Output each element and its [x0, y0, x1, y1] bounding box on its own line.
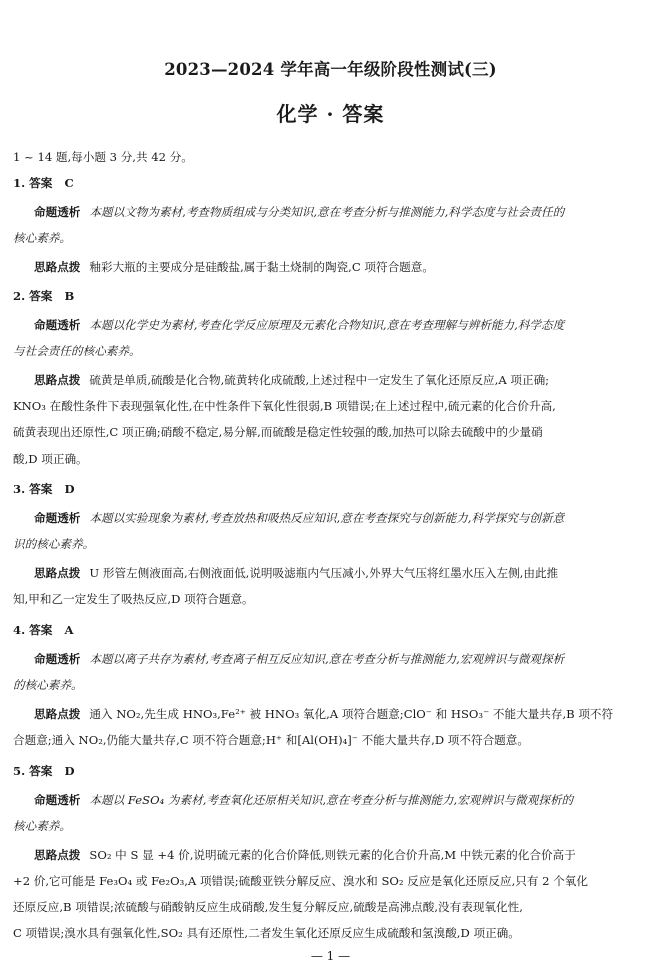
analysis-text: 与社会责任的核心素养。: [13, 344, 141, 358]
question-5-hint-line: [34, 847, 648, 863]
question-1-header: [13, 175, 649, 191]
question-number: 1.: [13, 176, 26, 190]
hint-text: U 形管左侧液面高,右侧液面低,说明吸滤瓶内气压减小,外界大气压将红墨水压入左侧,由此推: [89, 566, 559, 580]
question-2-analysis-line: [13, 343, 649, 359]
question-2-hint-line: [34, 372, 648, 388]
analysis-text: 本题以 FeSO₄ 为素材,考查氧化还原相关知识,意在考查分析与推测能力,宏观辨识与微观探析的: [89, 793, 574, 807]
hint-label: 思路点拨: [34, 848, 81, 862]
intro-text: 1 ~ 14 题,每小题 3 分,共 42 分。: [13, 150, 193, 164]
question-number: 4.: [13, 623, 26, 637]
answer-label: 答案: [29, 176, 53, 190]
question-5-hint-line: [13, 925, 649, 941]
hint-label: 思路点拨: [34, 566, 81, 580]
hint-text: 酸,D 项正确。: [13, 452, 88, 466]
question-4-header: [13, 622, 649, 638]
analysis-label: 命题透析: [34, 205, 81, 219]
hint-text: 合题意;通入 NO₂,仍能大量共存,C 项不符合题意;H⁺ 和[Al(OH)₄]⁻ 不能大量共存,D 项不符合题意。: [13, 733, 529, 747]
hint-text: 还原反应,B 项错误;浓硫酸与硝酸钠反应生成硝酸,发生复分解反应,硫酸是高沸点酸,没有表现氧化性,: [13, 900, 523, 914]
question-4-analysis-line: [13, 677, 649, 693]
question-5-analysis-line: [13, 818, 649, 834]
analysis-text: 本题以文物为素材,考查物质组成与分类知识,意在考查分析与推测能力,科学态度与社会责任的: [89, 205, 565, 219]
hint-text: 通入 NO₂,先生成 HNO₃,Fe²⁺ 被 HNO₃ 氧化,A 项符合题意;ClO⁻ 和 HSO₃⁻ 不能大量共存,B 项不符: [89, 707, 614, 721]
analysis-text: 识的核心素养。: [13, 537, 95, 551]
question-3-analysis-line: [34, 510, 648, 526]
analysis-text: 本题以实验现象为素材,考查放热和吸热反应知识,意在考查探究与创新能力,科学探究与创新意: [89, 511, 565, 525]
analysis-label: 命题透析: [34, 793, 81, 807]
hint-label: 思路点拨: [34, 707, 81, 721]
question-1-analysis-line: [13, 230, 649, 246]
page-subtitle: 化学 · 答案: [276, 102, 385, 126]
question-2-analysis-line: [34, 317, 648, 333]
analysis-label: 命题透析: [34, 318, 81, 332]
answer-value: D: [64, 764, 75, 778]
question-4-hint-line: [13, 732, 649, 748]
hint-text: 知,甲和乙一定发生了吸热反应,D 项符合题意。: [13, 592, 254, 606]
question-5-hint-line: [13, 873, 649, 889]
hint-text: 硫黄是单质,硫酸是化合物,硫黄转化成硫酸,上述过程中一定发生了氧化还原反应,A 项正确;: [89, 373, 550, 387]
question-number: 2.: [13, 289, 26, 303]
analysis-label: 命题透析: [34, 511, 81, 525]
question-5-header: [13, 763, 649, 779]
answer-value: C: [64, 176, 74, 190]
analysis-text: 的核心素养。: [13, 678, 83, 692]
question-number: 3.: [13, 482, 26, 496]
answer-value: D: [64, 482, 75, 496]
question-3-analysis-line: [13, 536, 649, 552]
page-number: — 1 —: [310, 949, 351, 963]
question-4-analysis-line: [34, 651, 648, 667]
hint-text: +2 价,它可能是 Fe₃O₄ 或 Fe₂O₃,A 项错误;硫酸亚铁分解反应、溴水和 SO₂ 反应是氧化还原反应,只有 2 个氧化: [13, 874, 588, 888]
question-2-hint-line: [13, 398, 649, 414]
analysis-text: 本题以离子共存为素材,考查离子相互反应知识,意在考查分析与推测能力,宏观辨识与微观探析: [89, 652, 565, 666]
answer-value: B: [64, 289, 75, 303]
question-3-hint-line: [13, 591, 649, 607]
hint-label: 思路点拨: [34, 373, 81, 387]
exam-title: 2023—2024 学年高一年级阶段性测试(三): [164, 60, 497, 79]
analysis-text: 核心素养。: [13, 819, 71, 833]
question-1-hint-line: [34, 259, 648, 275]
hint-text: C 项错误;溴水具有强氧化性,SO₂ 具有还原性,二者发生氧化还原反应生成硫酸和氢溴酸,D 项正确。: [13, 926, 520, 940]
question-3-header: [13, 481, 649, 497]
analysis-label: 命题透析: [34, 652, 81, 666]
hint-text: SO₂ 中 S 显 +4 价,说明硫元素的化合价降低,则铁元素的化合价升高,M 中铁元素的化合价高于: [89, 848, 576, 862]
answer-label: 答案: [29, 764, 53, 778]
hint-text: 硫黄表现出还原性,C 项正确;硝酸不稳定,易分解,而硫酸是稳定性较强的酸,加热可以除去硫酸中的少量硝: [13, 425, 543, 439]
question-5-hint-line: [13, 899, 649, 915]
question-number: 5.: [13, 764, 26, 778]
hint-text: KNO₃ 在酸性条件下表现强氧化性,在中性条件下氧化性很弱,B 项错误;在上述过程中,硫元素的化合价升高,: [13, 399, 556, 413]
question-2-hint-line: [13, 451, 649, 467]
answer-label: 答案: [29, 289, 53, 303]
analysis-text: 本题以化学史为素材,考查化学反应原理及元素化合物知识,意在考查理解与辨析能力,科学态度: [89, 318, 565, 332]
answer-label: 答案: [29, 482, 53, 496]
answer-label: 答案: [29, 623, 53, 637]
question-2-hint-line: [13, 424, 649, 440]
question-1-analysis-line: [34, 204, 648, 220]
analysis-text: 核心素养。: [13, 231, 71, 245]
hint-text: 釉彩大瓶的主要成分是硅酸盐,属于黏土烧制的陶瓷,C 项符合题意。: [89, 260, 434, 274]
hint-label: 思路点拨: [34, 260, 81, 274]
question-2-header: [13, 288, 649, 304]
question-4-hint-line: [34, 706, 648, 722]
question-5-analysis-line: [34, 792, 648, 808]
question-3-hint-line: [34, 565, 648, 581]
answer-value: A: [64, 623, 74, 637]
